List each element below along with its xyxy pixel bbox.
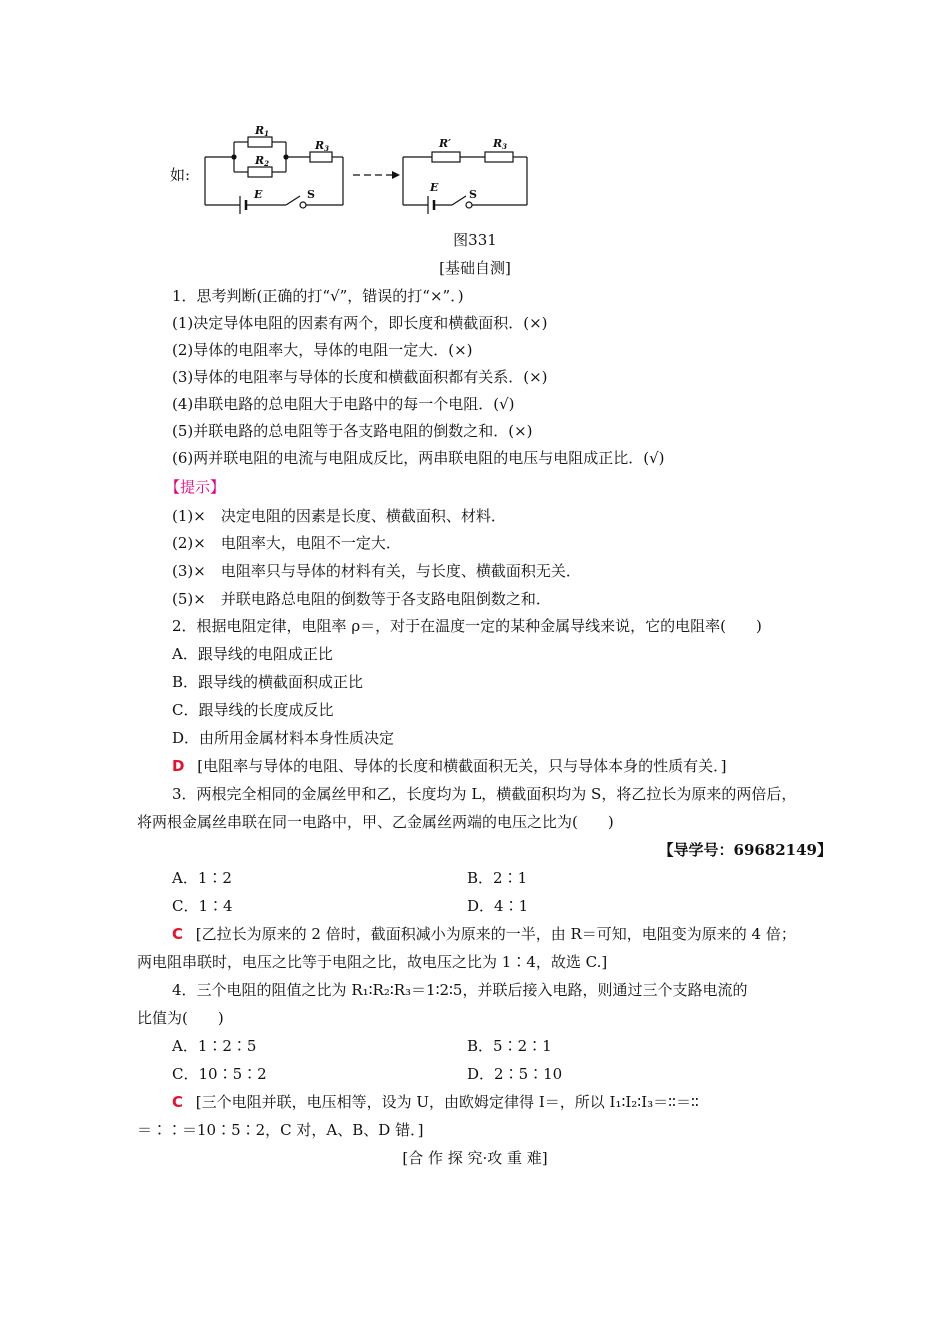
svg-text:R3 [314,139,329,153]
q3-option-b: B．2∶1 [467,869,528,887]
r3-subscript-left: 3 [324,144,330,153]
q2-option-a: A．跟导线的电阻成正比 [172,645,333,663]
q4-option-c: C．10∶5∶2 [172,1065,267,1083]
q3-explanation-line2: 两电阻串联时，电压之比等于电阻之比，故电压之比为 1∶4，故选 C.] [137,953,608,971]
q2-stem: 2．根据电阻定律，电阻率 ρ＝，对于在温度一定的某种金属导线来说，它的电阻率( ) [172,617,762,635]
section-basic-heading: [基础自测] [439,259,511,277]
q4-explanation-line1: [三个电阻并联，电压相等，设为 U，由欧姆定律得 I＝，所以 I₁∶I₂∶I₃＝∶∶＝∶∶ [195,1093,699,1111]
q4-option-d: D．2∶5∶10 [467,1065,563,1083]
circuit-diagram [160,120,580,220]
r2-label: R [255,154,265,167]
svg-text:R2 [254,154,269,168]
emf-label-right: E [430,181,439,194]
q3-explanation-line1: [乙拉长为原来的 2 倍时，截面积减小为原来的一半，由 R＝可知，电阻变为原来的 4 倍； [195,925,796,943]
q4-stem-line2: 比值为( ) [137,1009,224,1027]
q3-guide-number: 【导学号：69682149】 [658,841,832,859]
emf-label-left: E [254,188,263,201]
q3-option-c: C．1∶4 [172,897,233,915]
figure-caption: 图331 [453,231,497,249]
q1-item-2: (2)导体的电阻率大，导体的电阻一定大．(×) [172,341,473,359]
q4-answer: C [172,1093,184,1111]
q3-stem-line2: 将两根金属丝串联在同一电路中，甲、乙金属丝两端的电压之比为( ) [137,813,614,831]
section-coop-heading: [合 作 探 究·攻 重 难] [402,1149,548,1167]
svg-text:R1 [254,124,269,138]
q4-option-a: A．1∶2∶5 [172,1037,257,1055]
svg-text:R3 [492,137,507,151]
q1-item-6: (6)两并联电阻的电流与电阻成反比，两串联电阻的电压与电阻成正比．(√) [172,449,665,467]
r1-subscript: 1 [264,129,270,138]
q3-answer-row [172,923,796,945]
q4-answer-row [172,1091,699,1113]
switch-label-left: S [307,188,315,201]
q1-stem: 1．思考判断(正确的打“√”，错误的打“×”．) [172,287,464,305]
q1-hint-1: (1)× 决定电阻的因素是长度、横截面积、材料． [172,507,506,525]
circuit-figure [160,120,580,220]
r3-subscript-right: 3 [502,142,508,151]
q1-item-4: (4)串联电路的总电阻大于电路中的每一个电阻．(√) [172,395,515,413]
r3-label-right: R [493,137,503,150]
q1-item-1: (1)决定导体电阻的因素有两个，即长度和横截面积．(×) [172,314,548,332]
figure-prefix: 如: [170,166,191,184]
q2-answer: D [172,757,185,775]
switch-label-right: S [469,188,477,201]
q2-option-c: C．跟导线的长度成反比 [172,701,334,719]
r3-label-left: R [315,139,325,152]
rprime-label: R′ [439,137,452,150]
q2-answer-row [172,755,726,777]
q1-item-3: (3)导体的电阻率与导体的长度和横截面积都有关系．(×) [172,368,548,386]
q4-option-b: B．5∶2∶1 [467,1037,552,1055]
q2-explanation: [电阻率与导体的电阻、导体的长度和横截面积无关，只与导体本身的性质有关．] [197,757,727,775]
r2-subscript: 2 [264,159,270,168]
r1-label: R [255,124,265,137]
q1-item-5: (5)并联电路的总电阻等于各支路电阻的倒数之和．(×) [172,422,533,440]
q4-stem-line1: 4．三个电阻的阻值之比为 R₁∶R₂∶R₃＝1∶2∶5，并联后接入电路，则通过三个支路电流的 [172,981,748,999]
q1-hint-3: (3)× 电阻率只与导体的材料有关，与长度、横截面积无关． [172,562,581,580]
q2-option-b: B．跟导线的横截面积成正比 [172,673,364,691]
q4-explanation-line2: ＝∶∶＝10∶5∶2，C 对，A、B、D 错．] [137,1121,424,1139]
q1-hint-4: (5)× 并联电路总电阻的倒数等于各支路电阻倒数之和． [172,590,551,608]
q3-option-a: A．1∶2 [172,869,232,887]
q3-answer: C [172,925,184,943]
q1-hint-2: (2)× 电阻率大，电阻不一定大． [172,534,401,552]
q3-option-d: D．4∶1 [467,897,529,915]
hint-label: 【提示】 [165,478,226,496]
q3-stem-line1: 3．两根完全相同的金属丝甲和乙，长度均为 L，横截面积均为 S，将乙拉长为原来的两倍后， [172,785,797,803]
q2-option-d: D．由所用金属材料本身性质决定 [172,729,395,747]
